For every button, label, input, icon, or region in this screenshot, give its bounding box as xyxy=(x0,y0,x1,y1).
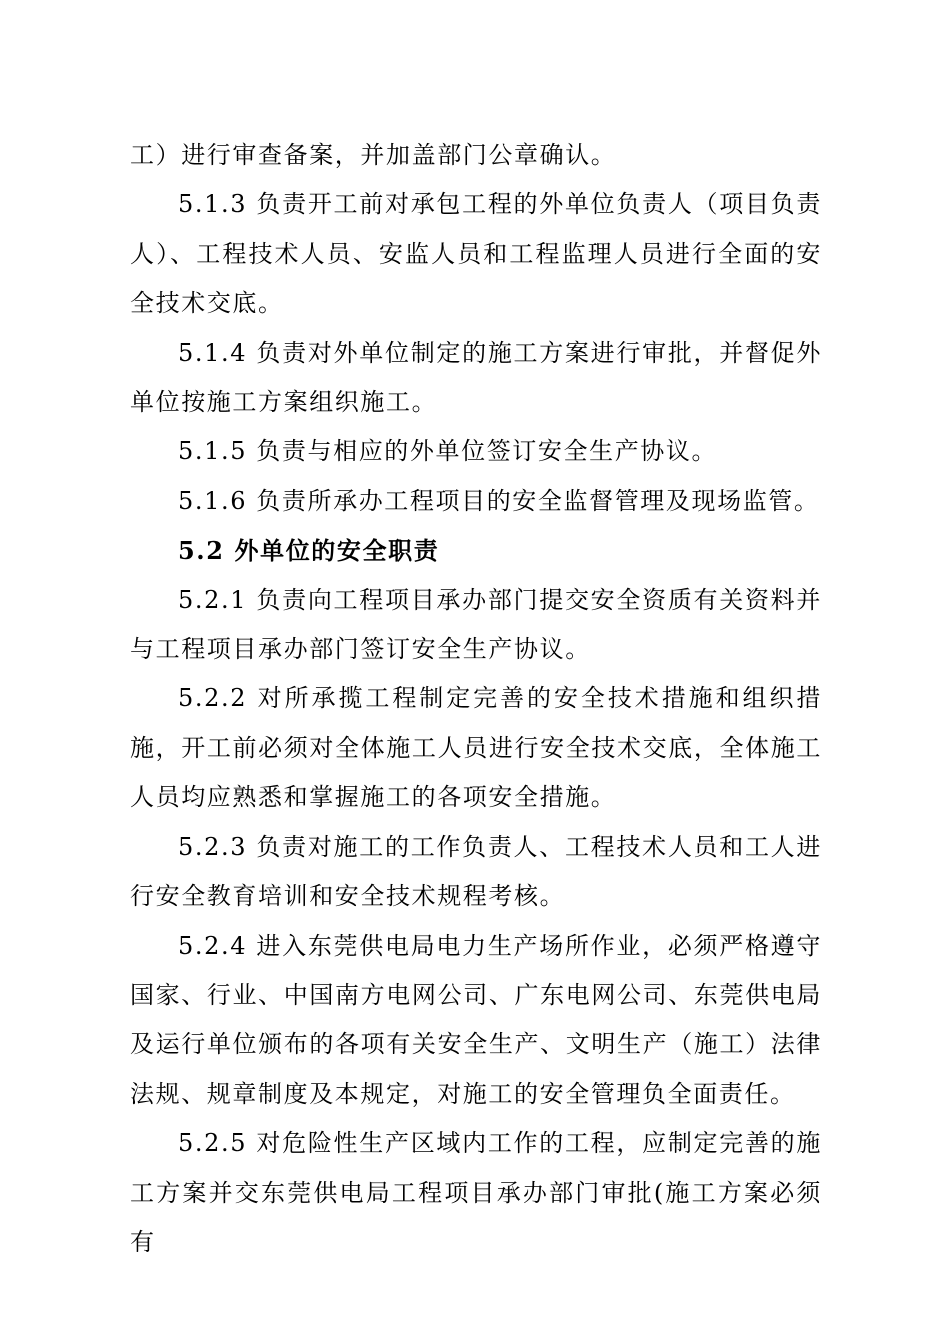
paragraph-5-1-6: 5.1.6 负责所承办工程项目的安全监督管理及现场监管。 xyxy=(178,486,820,515)
paragraph-5-1-3: 5.1.3 负责开工前对承包工程的外单位负责人（项目负责人）、工程技术人员、安监人员和工程监理人员进行全面的安全技术交底。 xyxy=(130,190,822,318)
paragraph-5-1-5: 5.1.5 负责与相应的外单位签订安全生产协议。 xyxy=(178,437,718,466)
paragraph-continuation: 工）进行审查备案，并加盖部门公章确认。 xyxy=(130,141,617,169)
paragraph-5-2-4: 5.2.4 进入东莞供电局电力生产场所作业，必须严格遵守国家、行业、中国南方电网公司、广东电网公司、东莞供电局及运行单位颁布的各项有关安全生产、文明生产（施工）法律法规、规章制度及本规定，对施工的安全管理负全面责任。 xyxy=(130,931,822,1108)
section-heading-5-2: 5.2 外单位的安全职责 xyxy=(178,536,440,566)
paragraph-5-1-4: 5.1.4 负责对外单位制定的施工方案进行审批，并督促外单位按施工方案组织施工。 xyxy=(130,338,822,417)
paragraph-5-2-5: 5.2.5 对危险性生产区域内工作的工程，应制定完善的施工方案并交东莞供电局工程项目承办部门审批(施工方案必须有 xyxy=(130,1129,822,1256)
document-body xyxy=(130,131,822,1267)
paragraph-5-2-1: 5.2.1 负责向工程项目承办部门提交安全资质有关资料并与工程项目承办部门签订安全生产协议。 xyxy=(130,585,822,664)
paragraph-5-2-2: 5.2.2 对所承揽工程制定完善的安全技术措施和组织措施，开工前必须对全体施工人员进行安全技术交底，全体施工人员均应熟悉和掌握施工的各项安全措施。 xyxy=(130,684,822,812)
paragraph-5-2-3: 5.2.3 负责对施工的工作负责人、工程技术人员和工人进行安全教育培训和安全技术规程考核。 xyxy=(130,832,822,911)
